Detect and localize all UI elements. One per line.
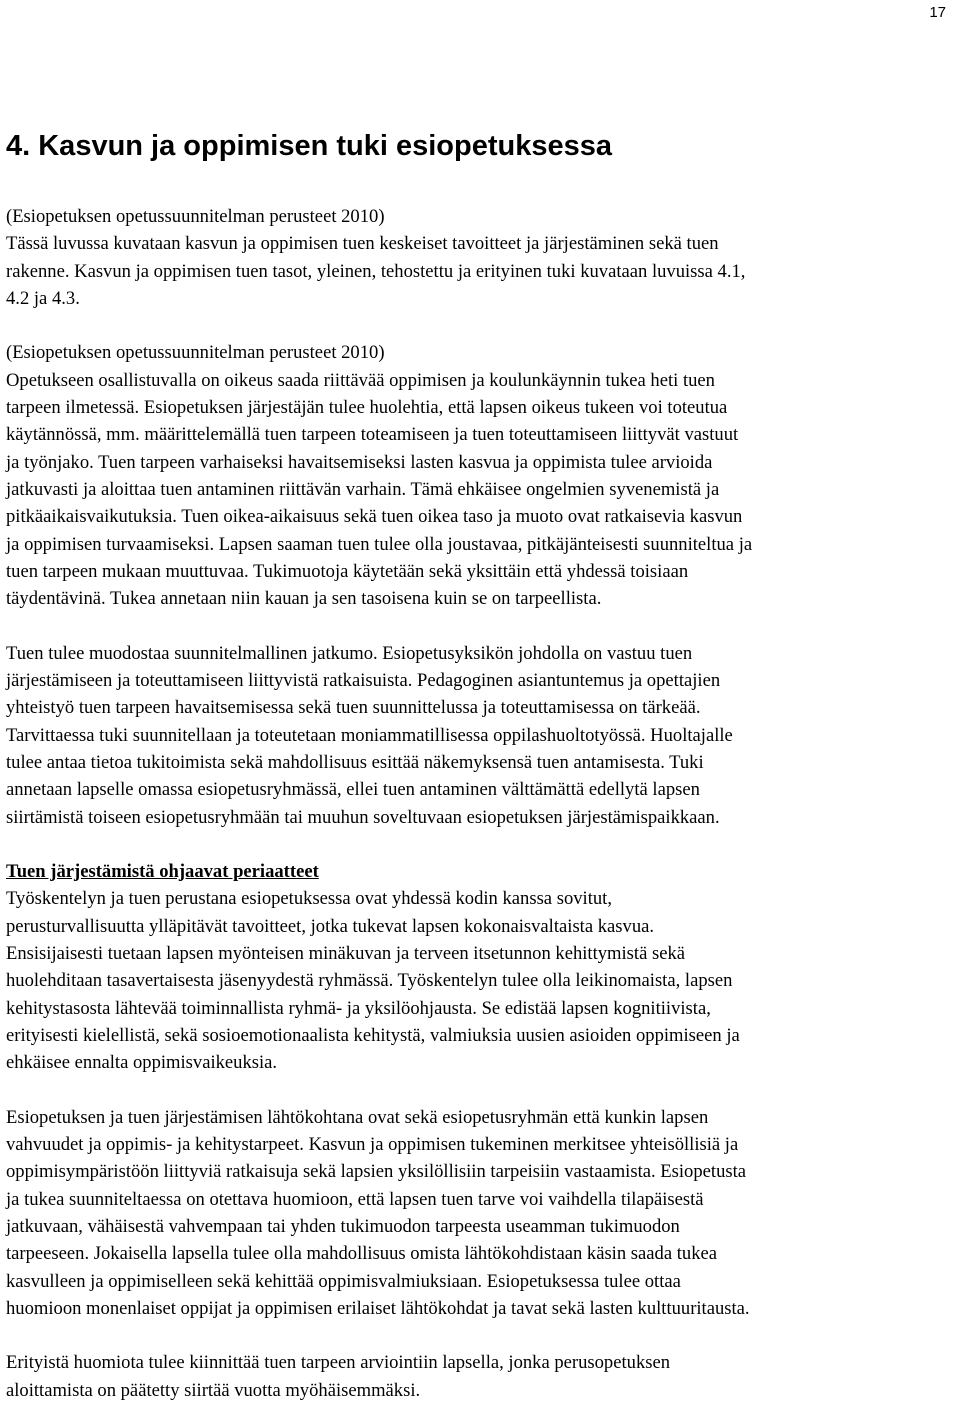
text-line: erityisesti kielellistä, sekä sosioemotionaalista kehitystä, valmiuksia uusien asioiden oppimiseen ja <box>6 1024 740 1046</box>
text-line: Tässä luvussa kuvataan kasvun ja oppimisen tuen keskeiset tavoitteet ja järjestäminen sekä tuen <box>6 233 719 255</box>
text-line: tarpeeseen. Jokaisella lapsella tulee olla mahdollisuus omista lähtökohdistaan käsin saada tukea <box>6 1243 718 1265</box>
text-line: jatkuvaan, vähäisestä vahvempaan tai yhden tukimuodon tarpeesta useamman tukimuodon <box>6 1215 680 1237</box>
text-line: ja työnjako. Tuen tarpeen varhaiseksi havaitsemiseksi lasten kasvua ja oppimista tulee arvioida <box>6 451 713 473</box>
paragraph-gap <box>6 612 956 639</box>
text-line: aloittamista on päätetty siirtää vuotta myöhäisemmäksi. <box>6 1379 421 1401</box>
text-line: Tarvittaessa tuki suunnitellaan ja toteutetaan moniammatillisessa oppilashuoltotyössä. Huoltajalle <box>6 724 733 746</box>
paragraph <box>6 1349 956 1404</box>
text-line: 4.2 ja 4.3. <box>6 287 80 309</box>
paragraph <box>6 339 956 612</box>
text-line: tuen tarpeen mukaan muuttuvaa. Tukimuotoja käytetään sekä yksittäin että yhdessä toisiaan <box>6 560 689 582</box>
text-line: Opetukseen osallistuvalla on oikeus saada riittävää oppimisen ja koulunkäynnin tukea heti tuen <box>6 369 715 391</box>
page-number: 17 <box>929 4 946 21</box>
text-line: Esiopetuksen ja tuen järjestämisen lähtökohtana ovat sekä esiopetusryhmän että kunkin lapsen <box>6 1106 709 1128</box>
paragraph-gap <box>6 312 956 339</box>
text-line: vahvuudet ja oppimis- ja kehitystarpeet. Kasvun ja oppimisen tukeminen merkitsee yhteisöllisiä ja <box>6 1134 739 1156</box>
text-line: järjestämiseen ja toteuttamiseen liittyvistä ratkaisuista. Pedagoginen asiantuntemus ja opettajien <box>6 670 721 692</box>
paragraph <box>6 1104 956 1322</box>
text-line: jatkuvasti ja aloittaa tuen antaminen riittävän varhain. Tämä ehkäisee ongelmien syvenemistä ja <box>6 478 720 500</box>
section-subheading-text: Tuen järjestämistä ohjaavat periaatteet <box>6 861 319 883</box>
text-line: pitkäaikaisvaikutuksia. Tuen oikea-aikaisuus sekä tuen oikea taso ja muoto ovat ratkaisevia kasvun <box>6 506 743 528</box>
body-text <box>6 203 956 1404</box>
text-line: huolehditaan tasavertaisesta jäsenyydestä ryhmässä. Työskentelyn tulee olla leikinomaista, lapsen <box>6 970 733 992</box>
text-line: perusturvallisuutta ylläpitävät tavoitteet, jotka tukevat lapsen kokonaisvaltaista kasvua. <box>6 915 655 937</box>
section-subheading <box>6 858 956 885</box>
text-line: huomioon monenlaiset oppijat ja oppimisen erilaiset lähtökohdat ja tavat sekä lasten kulttuuritausta. <box>6 1297 750 1319</box>
chapter-heading: 4. Kasvun ja oppimisen tuki esiopetuksessa <box>6 130 612 162</box>
paragraph-gap <box>6 831 956 858</box>
text-line: (Esiopetuksen opetussuunnitelman perusteet 2010) <box>6 206 385 227</box>
text-line: tarpeen ilmetessä. Esiopetuksen järjestäjän tulee huolehtia, että lapsen oikeus tukeen voi toteutua <box>6 397 728 419</box>
text-line: Tuen tulee muodostaa suunnitelmallinen jatkumo. Esiopetusyksikön johdolla on vastuu tuen <box>6 642 693 664</box>
text-line: ja tukea suunniteltaessa on otettava huomioon, että lapsen tuen tarve voi vaihdella tilapäisestä <box>6 1188 704 1210</box>
text-line: (Esiopetuksen opetussuunnitelman perusteet 2010) <box>6 342 385 364</box>
text-line: kasvulleen ja oppimiselleen sekä kehittää oppimisvalmiuksiaan. Esiopetuksessa tulee ottaa <box>6 1270 681 1292</box>
text-line: ehkäisee ennalta oppimisvaikeuksia. <box>6 1052 278 1074</box>
text-line: käytännössä, mm. määrittelemällä tuen tarpeen toteamiseen ja tuen toteuttamiseen liittyvät vastuut <box>6 424 739 446</box>
paragraph-gap <box>6 1077 956 1104</box>
text-line: oppimisympäristöön liittyviä ratkaisuja sekä lapsien yksilöllisiin tarpeisiin vastaamista. Esiopetusta <box>6 1161 747 1183</box>
text-line: Työskentelyn ja tuen perustana esiopetuksessa ovat yhdessä kodin kanssa sovitut, <box>6 888 612 910</box>
paragraph-gap <box>6 1322 956 1349</box>
text-line: yhteistyö tuen tarpeen havaitsemisessa sekä tuen suunnittelussa ja toteuttamisessa on tärkeää. <box>6 697 701 719</box>
text-line: Ensisijaisesti tuetaan lapsen myönteisen minäkuvan ja terveen itsetunnon kehittymistä sekä <box>6 943 686 965</box>
paragraph <box>6 203 956 312</box>
text-line: ja oppimisen turvaamiseksi. Lapsen saaman tuen tulee olla joustavaa, pitkäjänteisesti suunniteltua ja <box>6 533 753 555</box>
text-line: Erityistä huomiota tulee kiinnittää tuen tarpeen arviointiin lapsella, jonka perusopetuksen <box>6 1352 671 1374</box>
text-line: annetaan lapselle omassa esiopetusryhmässä, ellei tuen antaminen välttämättä edellytä lapsen <box>6 779 700 801</box>
text-line: täydentävinä. Tukea annetaan niin kauan ja sen tasoisena kuin se on tarpeellista. <box>6 588 602 610</box>
paragraph <box>6 858 956 1076</box>
text-line: kehitystasosta lähtevää toiminnallista ryhmä- ja yksilöohjausta. Se edistää lapsen kognitiivista, <box>6 997 711 1019</box>
text-line: siirtämistä toiseen esiopetusryhmään tai muuhun soveltuvaan esiopetuksen järjestämispaikkaan. <box>6 806 720 828</box>
paragraph <box>6 640 956 831</box>
text-line: rakenne. Kasvun ja oppimisen tuen tasot, yleinen, tehostettu ja erityinen tuki kuvataan luvuissa 4.1, <box>6 260 746 282</box>
text-line: tulee antaa tietoa tukitoimista sekä mahdollisuus esittää näkemyksensä tuen antamisesta. Tuki <box>6 751 704 773</box>
